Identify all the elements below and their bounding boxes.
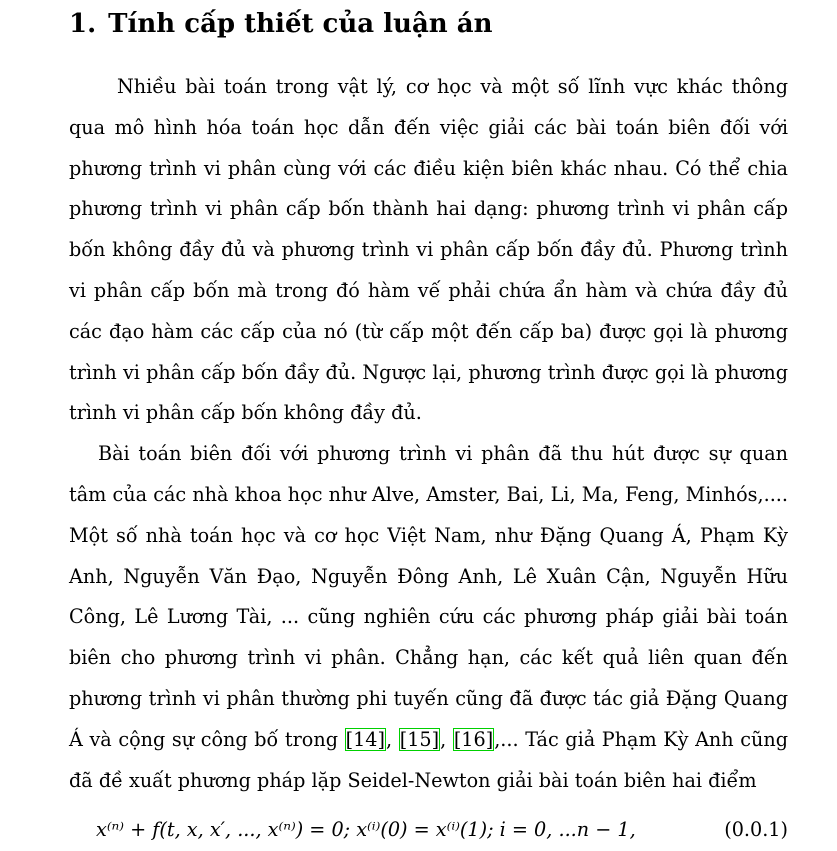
body-text bbox=[69, 67, 788, 801]
citation-link-16[interactable]: [16] bbox=[453, 727, 494, 751]
citation-link-15[interactable]: [15] bbox=[399, 727, 440, 751]
paragraph-2-text-end: ,... Tác giả Phạm Kỳ Anh cũng đã đề xuất phương pháp lặp Seidel-Newton giải bài toán biên hai điểm bbox=[69, 727, 789, 792]
equation-formula: x⁽ⁿ⁾ + f(t, x, x′, ..., x⁽ⁿ⁾) = 0; x⁽ⁱ⁾(0) = x⁽ⁱ⁾(1); i = 0, ...n − 1, bbox=[96, 818, 636, 841]
paragraph-2 bbox=[69, 434, 788, 801]
equation-number: (0.0.1) bbox=[724, 818, 788, 841]
section-heading bbox=[69, 6, 493, 42]
section-title: Tính cấp thiết của luận án bbox=[108, 9, 493, 39]
section-number: 1. bbox=[69, 9, 97, 39]
citation-separator: , bbox=[440, 727, 453, 751]
paragraph-2-text-start: Bài toán biên đối với phương trình vi phân đã thu hút được sự quan tâm của các nhà khoa học như Alve, Amster, Bai, Li, Ma, Feng, Minhós,.... Một số nhà toán học và cơ học Việt Nam, như Đặng Quang Á, Phạm Kỳ Anh, Nguyễn Văn Đạo, Nguyễn Đông Anh, Lê Xuân Cận, Nguyễn Hữu Công, Lê Lương Tài, ... cũng nghiên cứu các phương pháp giải bài toán biên cho phương trình vi phân. Chẳng hạn, các kết quả liên quan đến phương trình vi phân thường phi tuyến cũng đã được tác giả Đặng Quang Á và cộng sự công bố trong bbox=[69, 442, 788, 751]
citation-separator: , bbox=[385, 727, 399, 751]
paragraph-1: Nhiều bài toán trong vật lý, cơ học và một số lĩnh vực khác thông qua mô hình hóa toán học dẫn đến việc giải các bài toán biên đối với phương trình vi phân cùng với các điều kiện biên khác nhau. Có thể chia phương trình vi phân cấp bốn thành hai dạng: phương trình vi phân cấp bốn không đầy đủ và phương trình vi phân cấp bốn đầy đủ. Phương trình vi phân cấp bốn mà trong đó hàm vế phải chứa ẩn hàm và chứa đầy đủ các đạo hàm các cấp của nó (từ cấp một đến cấp ba) được gọi là phương trình vi phân cấp bốn đầy đủ. Ngược lại, phương trình được gọi là phương trình vi phân cấp bốn không đầy đủ. bbox=[69, 75, 788, 425]
display-equation bbox=[96, 812, 788, 848]
citation-link-14[interactable]: [14] bbox=[345, 727, 385, 751]
